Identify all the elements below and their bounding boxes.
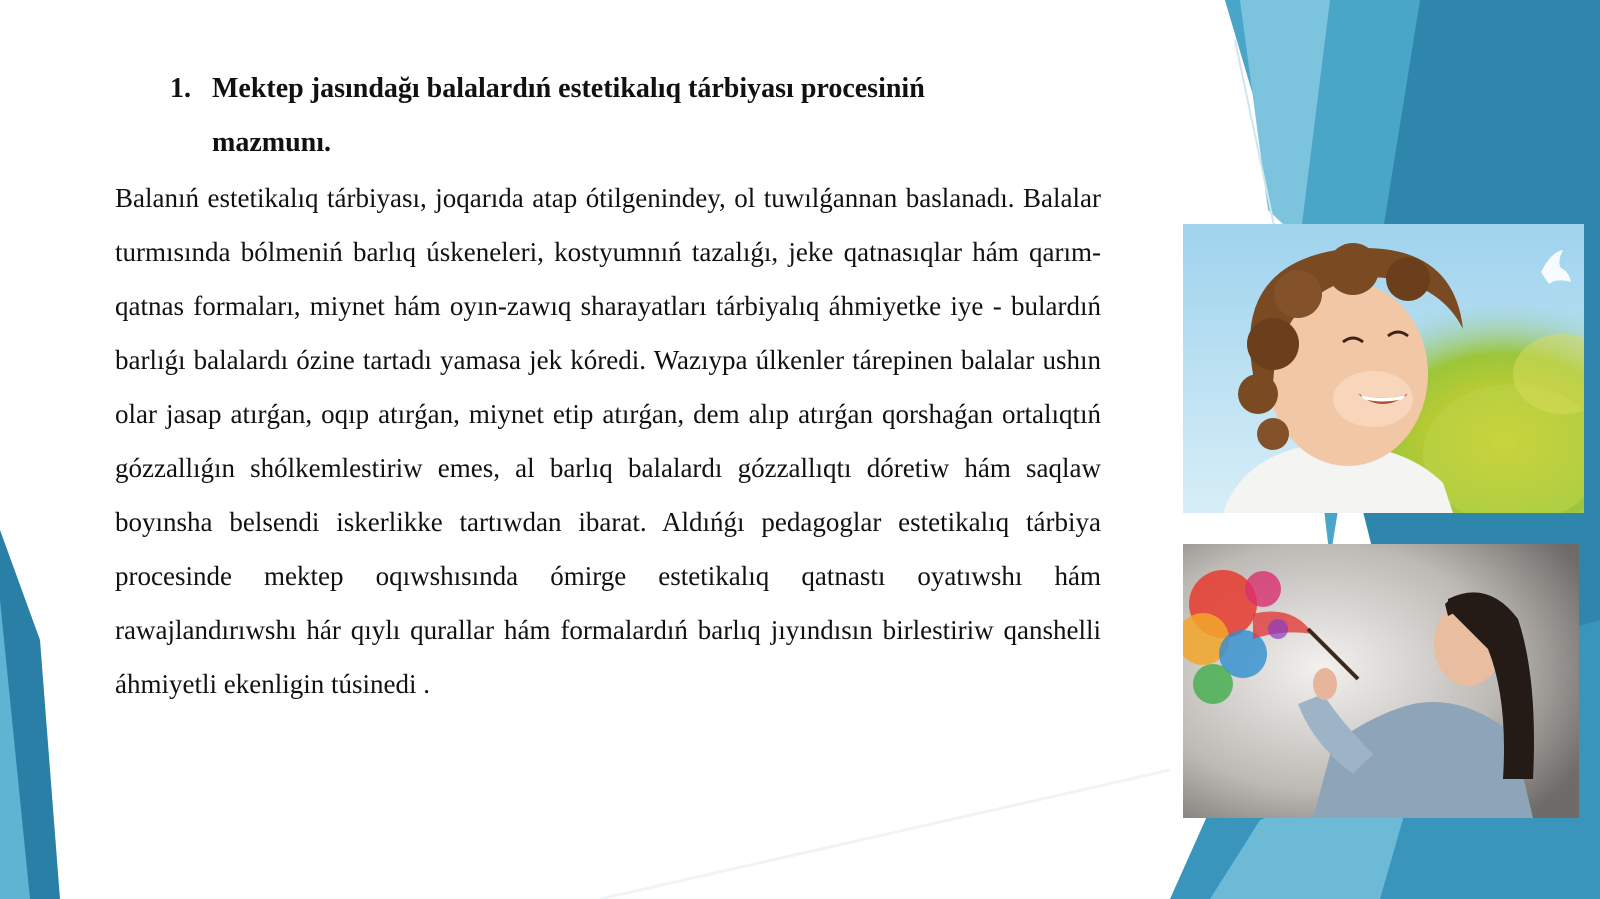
body-paragraph: Balanıń estetikalıq tárbiyası, joqarıda atap ótilgenindey, ol tuwılǵannan baslanadı. Balalar turmısında bólmeniń barlıq úskeneleri, kostyumnıń tazalıǵı, jeke qatnasıqlar hám qarım-qatnas formaları, miynet hám oyın-zawıq sharayatları tárbiyalıq áhmiyetke iye - bulardıń barlıǵı balalardı ózine tartadı yamasa jek kóredi. Wazıypa úlkenler tárepinen balalar ushın olar jasap atırǵan, oqıp atırǵan, miynet etip atırǵan, dem alıp atırǵan qorshaǵan ortalıqtıń gózzallıǵın shólkemlestiriw emes, al barlıq balalardı gózzallıqtı dóretiw hám saqlaw boyınsha belsendi iskerlikke tartıwdan ibarat. Aldıńǵı pedagoglar estetikalıq tárbiya procesinde mektep oqıwshısında ómirge estetikalıq qatnastı oyatıwshı hám rawajlandırıwshı hár qıylı qurallar hám formalardıń barlıq jıyındısın birlestiriw qanshelli áhmiyetli ekenligin túsinedi . <box>115 183 1101 699</box>
faint-diagonal <box>600 770 1170 899</box>
heading-number: 1. <box>170 73 191 104</box>
photo-smiling-child <box>1183 224 1584 513</box>
heading-text: Mektep jasındağı balalardıń estetikalıq tárbiyası procesiniń mazmunı. <box>212 73 925 158</box>
slide-heading <box>170 62 1110 170</box>
photo-woman-painting <box>1183 544 1579 818</box>
